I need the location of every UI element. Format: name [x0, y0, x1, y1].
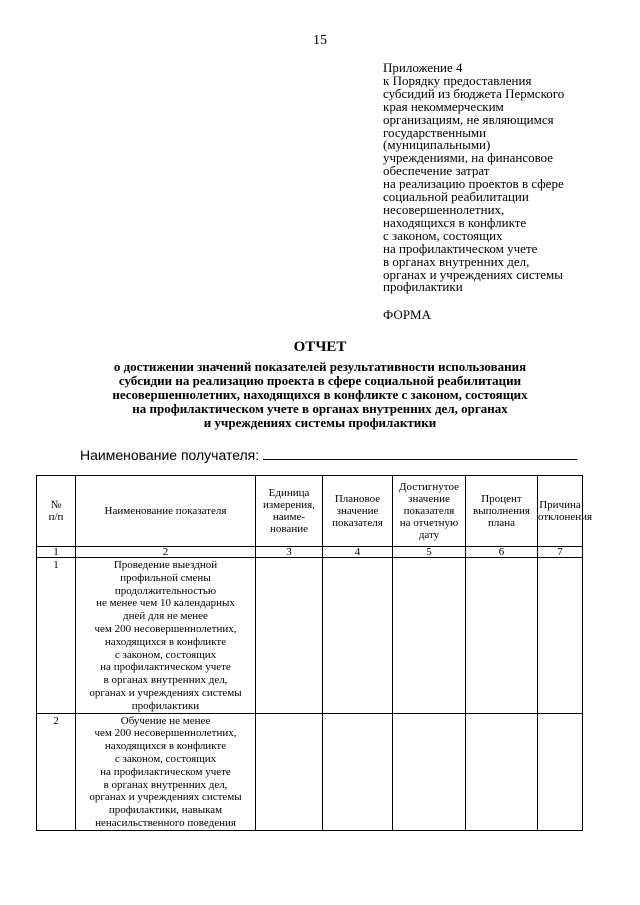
indicator-line: в органах внутренних дел, — [103, 778, 228, 791]
indicator-line: ненасильственного поведения — [95, 816, 236, 829]
indicator-line: чем 200 несовершеннолетних, — [94, 727, 237, 740]
recipient-input-line[interactable] — [263, 445, 577, 460]
recipient-label: Наименование получателя: — [80, 447, 260, 463]
indicator-line: с законом, состоящих — [114, 648, 217, 661]
header-name — [76, 476, 256, 547]
header-text: Достигнутое — [399, 481, 459, 493]
header-text: Единица — [268, 487, 310, 499]
header-text: № — [50, 499, 62, 511]
appendix-line: на реализацию проектов в сфере — [383, 176, 564, 192]
achieved-value-cell[interactable] — [393, 558, 466, 714]
header-text: плана — [487, 517, 516, 529]
header-text: выполнения — [473, 505, 530, 517]
column-number: 1 — [37, 547, 76, 558]
header-text: на отчетную — [399, 517, 459, 529]
planned-value-cell[interactable] — [323, 713, 393, 830]
recipient-row — [80, 445, 577, 463]
document-title: ОТЧЕТ — [293, 339, 347, 355]
appendix-line: социальной реабилитации — [383, 189, 529, 205]
indicator-line: дней для не менее — [123, 610, 208, 623]
column-number: 7 — [538, 547, 583, 558]
table-row — [37, 713, 583, 830]
indicator-line: продолжительностью — [114, 584, 217, 597]
appendix-line: несовершеннолетних, — [383, 201, 505, 217]
percent-cell[interactable] — [466, 558, 538, 714]
header-text: Причина — [539, 499, 581, 511]
percent-cell[interactable] — [466, 713, 538, 830]
header-text: измерения, — [263, 499, 315, 511]
appendix-line: государственными — [383, 124, 487, 140]
header-text: Плановое — [334, 493, 381, 505]
planned-value-cell[interactable] — [323, 558, 393, 714]
achieved-value-cell[interactable] — [393, 713, 466, 830]
subtitle-line: на профилактическом учете в органах внутренних дел, органах — [132, 401, 508, 416]
unit-cell[interactable] — [256, 558, 323, 714]
appendix-line: профилактики — [383, 279, 463, 295]
indicator-line: Обучение не менее — [120, 714, 211, 727]
header-text: показателя — [332, 517, 383, 529]
subtitle-line: о достижении значений показателей результативности использования — [113, 359, 527, 374]
appendix-line: (муниципальными) — [383, 137, 491, 153]
header-planned — [323, 476, 393, 547]
subtitle-line: и учреждениях системы профилактики — [203, 415, 437, 430]
header-text: значение — [408, 493, 450, 505]
appendix-line: на профилактическом учете — [383, 240, 538, 256]
appendix-line: в органах внутренних дел, — [383, 253, 530, 269]
indicator-line: в органах внутренних дел, — [103, 674, 228, 687]
indicator-line: находящихся в конфликте — [104, 740, 227, 753]
indicator-line: Проведение выездной — [113, 559, 218, 571]
reason-cell[interactable] — [538, 558, 583, 714]
subtitle-line: субсидии на реализацию проекта в сфере социальной реабилитации — [118, 373, 522, 388]
column-number: 4 — [323, 547, 393, 558]
indicator-name — [76, 558, 256, 714]
column-number: 6 — [466, 547, 538, 558]
header-reason — [538, 476, 593, 547]
appendix-header — [383, 62, 623, 294]
indicator-line: чем 200 несовершеннолетних, — [94, 622, 237, 635]
form-label: ФОРМА — [383, 307, 431, 322]
appendix-line: находящихся в конфликте — [383, 214, 527, 230]
header-text: показателя — [403, 505, 455, 517]
report-table — [36, 475, 593, 831]
header-text: нование — [270, 523, 308, 535]
appendix-line: Приложение 4 — [383, 60, 463, 75]
appendix-line: края некоммерческим — [383, 98, 504, 114]
indicator-line: находящихся в конфликте — [104, 635, 227, 648]
column-number-row — [37, 547, 583, 558]
header-text: Процент — [481, 493, 522, 505]
indicator-line: профильной смены — [120, 571, 211, 584]
appendix-line: организациям, не являющимся — [383, 111, 554, 127]
indicator-name — [76, 713, 256, 830]
indicator-line: органах и учреждениях системы — [89, 791, 242, 804]
unit-cell[interactable] — [256, 713, 323, 830]
reason-cell[interactable] — [538, 713, 583, 830]
header-text: отклонения — [538, 511, 593, 523]
appendix-line: обеспечение затрат — [383, 163, 490, 179]
indicator-line: с законом, состоящих — [114, 752, 217, 765]
indicator-line: не менее чем 10 календарных — [96, 597, 235, 610]
appendix-line: органах и учреждениях системы — [383, 266, 564, 282]
indicator-line: на профилактическом учете — [100, 661, 231, 674]
appendix-line: с законом, состоящих — [383, 227, 503, 243]
column-number: 2 — [76, 547, 256, 558]
indicator-line: профилактики — [131, 699, 200, 712]
page-number: 15 — [313, 33, 327, 48]
header-text: Наименование показателя — [104, 505, 227, 517]
appendix-line: учреждениями, на финансовое — [383, 150, 554, 166]
appendix-line: к Порядку предоставления — [383, 72, 532, 88]
table-row — [37, 558, 583, 714]
row-number: 2 — [37, 713, 76, 830]
column-number: 5 — [393, 547, 466, 558]
header-unit — [256, 476, 323, 547]
header-text: п/п — [48, 511, 64, 523]
header-text: наиме- — [272, 511, 306, 523]
header-text: дату — [418, 529, 440, 541]
header-percent — [466, 476, 538, 547]
appendix-line: субсидий из бюджета Пермского — [383, 85, 565, 101]
document-subtitle — [0, 360, 640, 430]
column-number: 3 — [256, 547, 323, 558]
row-number: 1 — [37, 558, 76, 714]
indicator-line: на профилактическом учете — [100, 765, 231, 778]
header-achieved — [393, 476, 466, 547]
indicator-line: профилактики, навыкам — [108, 804, 223, 817]
indicator-line: органах и учреждениях системы — [89, 686, 242, 699]
table-header-row — [37, 476, 583, 547]
header-text: значение — [336, 505, 379, 517]
header-num — [37, 476, 76, 547]
subtitle-line: несовершеннолетних, находящихся в конфликте с законом, состоящих — [112, 387, 528, 402]
